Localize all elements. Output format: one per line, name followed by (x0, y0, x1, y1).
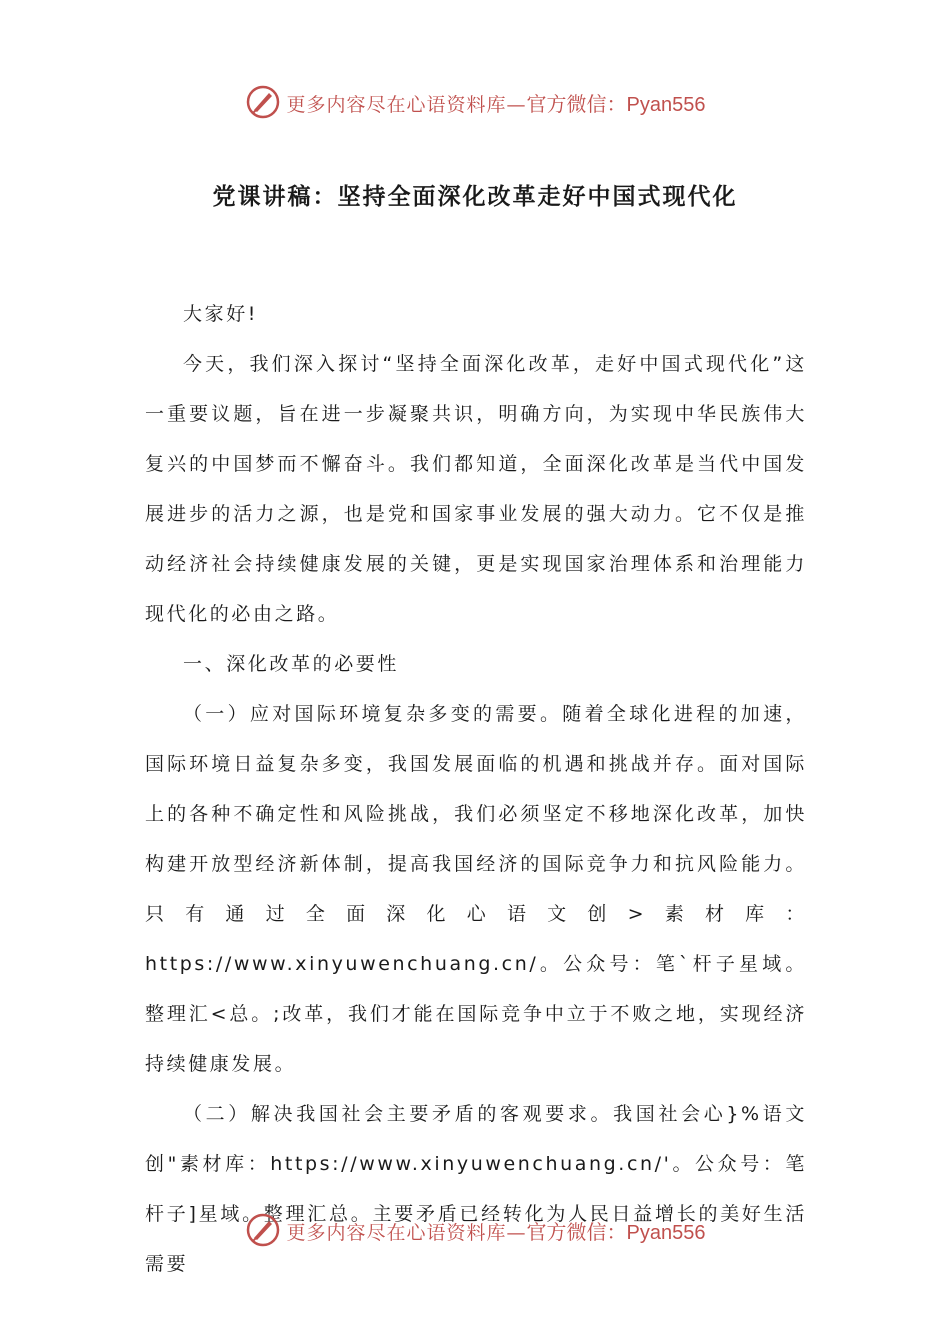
watermark-text: 更多内容尽在心语资料库 (286, 93, 507, 116)
quill-logo-icon (245, 84, 281, 120)
watermark-contact: 官方微信：Pyan556 (526, 93, 706, 116)
watermark-separator: — (506, 93, 527, 116)
watermark-separator: — (506, 1221, 527, 1244)
paragraph-1: （一）应对国际环境复杂多变的需要。随着全球化进程的加速，国际环境日益复杂多变，我国发展面临的机遇和挑战并存。面对国际上的各种不确定性和风险挑战，我们必须坚定不移地深化改革，加快构建开放型经济新体制，提高我国经济的国际竞争力和抗风险能力。只有通过全面深化心语文创>素材库：https://www.xinyuwenchuang.cn/。公众号：笔`杆子星域。整理汇<总。;改革，我们才能在国际竞争中立于不败之地，实现经济持续健康发展。 (145, 703, 807, 1075)
watermark-banner-bottom (0, 1208, 950, 1252)
watermark-contact: 官方微信：Pyan556 (526, 1221, 706, 1244)
quill-logo-icon (245, 1212, 281, 1248)
section-heading: 一、深化改革的必要性 (183, 653, 400, 675)
document-title: 党课讲稿：坚持全面深化改革走好中国式现代化 (212, 184, 738, 210)
watermark-banner-top (0, 80, 950, 124)
paragraph-2: （二）解决我国社会主要矛盾的客观要求。我国社会心}%语文创"素材库：https://www.xinyuwenchuang.cn/'。公众号：笔杆子]星域。整理汇总。主要矛盾已经转化为人民日益增长的美好生活需要 (145, 1103, 807, 1275)
document-body (145, 289, 807, 1289)
greeting: 大家好! (183, 303, 259, 325)
intro-paragraph: 今天，我们深入探讨“坚持全面深化改革，走好中国式现代化”这一重要议题，旨在进一步凝聚共识，明确方向，为实现中华民族伟大复兴的中国梦而不懈奋斗。我们都知道，全面深化改革是当代中国发展进步的活力之源，也是党和国家事业发展的强大动力。它不仅是推动经济社会持续健康发展的关键，更是实现国家治理体系和治理能力现代化的必由之路。 (145, 353, 807, 625)
watermark-text: 更多内容尽在心语资料库 (286, 1221, 507, 1244)
